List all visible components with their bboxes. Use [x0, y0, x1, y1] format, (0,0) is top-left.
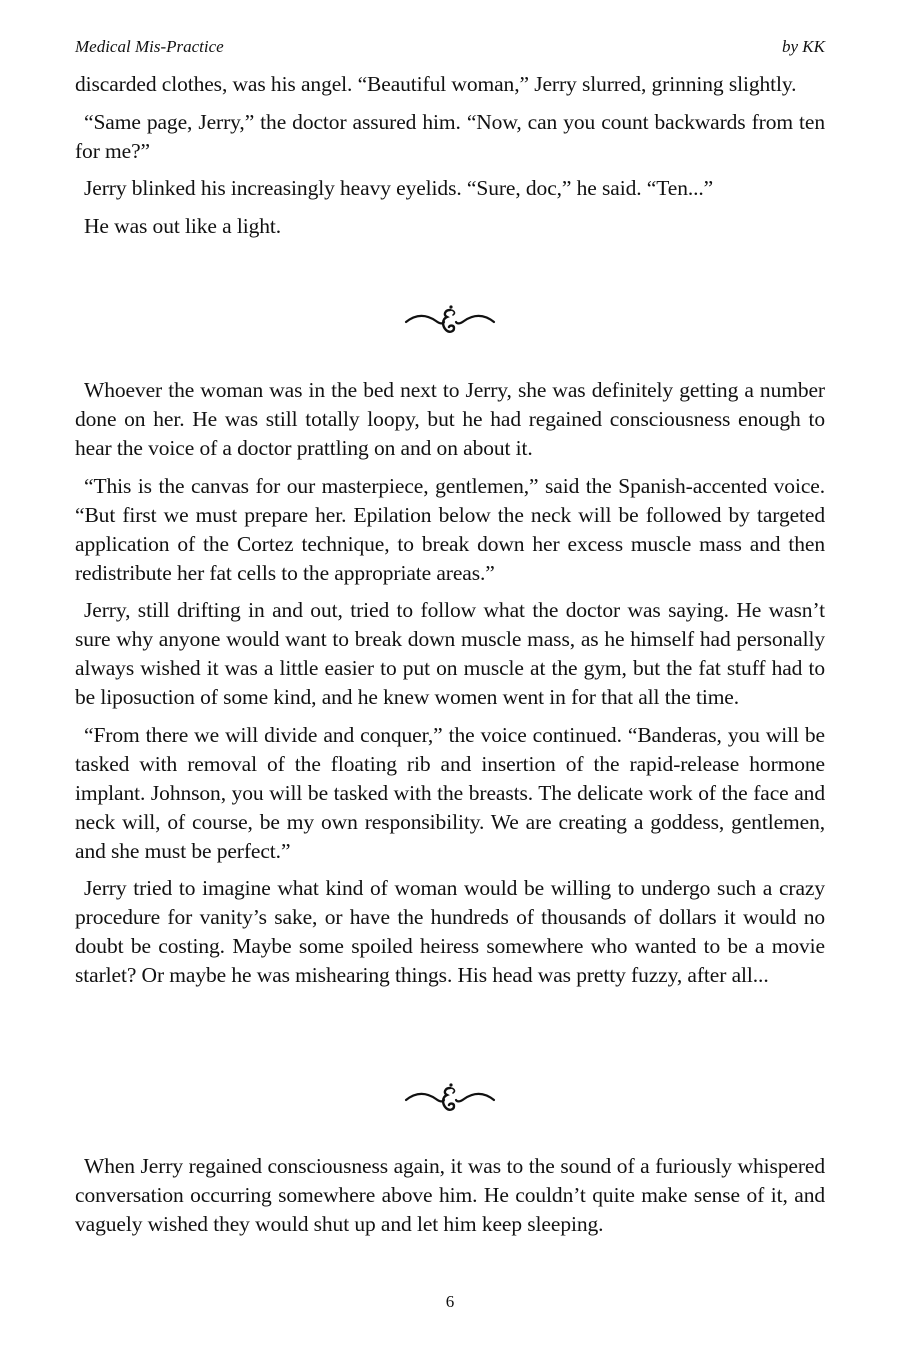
text-section-3 — [75, 1152, 825, 1248]
text-section-2 — [75, 376, 825, 999]
text-section-1 — [75, 70, 825, 249]
section-break-ornament — [75, 304, 825, 344]
paragraph: “This is the canvas for our masterpiece, gentlemen,” said the Spanish-accented voice. “But first we must prepare her. Epilation below the neck will be followed by targeted application of the Cortez technique, to break down her excess muscle mass and then redistribute her fat cells to the appropriate areas.” — [75, 473, 825, 585]
paragraph: Jerry, still drifting in and out, tried to follow what the doctor was saying. He wasn’t sure why anyone would want to break down muscle mass, as he himself had personally always wished it was a little easier to put on muscle at the gym, but the fat stuff had to be liposuction of some kind, and he knew women went in for that all the time. — [75, 598, 825, 709]
book-author: by KK — [782, 37, 825, 56]
book-title: Medical Mis-Practice — [75, 37, 224, 56]
page-number: 6 — [445, 1292, 455, 1311]
paragraph: Jerry blinked his increasingly heavy eyelids. “Sure, doc,” he said. “Ten...” — [84, 176, 714, 200]
paragraph: discarded clothes, was his angel. “Beautiful woman,” Jerry slurred, grinning slightly. — [75, 72, 797, 96]
running-header — [75, 36, 825, 58]
scroll-flourish-icon — [404, 1082, 496, 1116]
book-page — [75, 0, 825, 1350]
paragraph: When Jerry regained consciousness again, it was to the sound of a furiously whispered conversation occurring somewhere above him. He couldn’t quite make sense of it, and vaguely wished they would shut up and let him keep sleeping. — [75, 1154, 825, 1236]
paragraph: Whoever the woman was in the bed next to Jerry, she was definitely getting a number done on her. He was still totally loopy, but he had regained consciousness enough to hear the voice of a doctor prattling on and on about it. — [75, 378, 825, 460]
paragraph: He was out like a light. — [84, 213, 282, 238]
paragraph: “From there we will divide and conquer,” the voice continued. “Banderas, you will be tasked with removal of the floating rib and insertion of the rapid-release hormone implant. Johnson, you will be tasked with the breasts. The delicate work of the face and neck will, of course, be my own responsibility. We are creating a goddess, gentlemen, and she must be perfect.” — [75, 722, 825, 863]
paragraph: Jerry tried to imagine what kind of woman would be willing to undergo such a crazy procedure for vanity’s sake, or have the hundreds of thousands of dollars it would no doubt be costing. Maybe some spoiled heiress somewhere who wanted to be a movie starlet? Or maybe he was mishearing things. His head was pretty fuzzy, after all... — [75, 876, 825, 987]
section-break-ornament — [75, 1082, 825, 1122]
scroll-flourish-icon — [404, 304, 496, 338]
paragraph: “Same page, Jerry,” the doctor assured him. “Now, can you count backwards from ten for me?” — [75, 109, 825, 163]
